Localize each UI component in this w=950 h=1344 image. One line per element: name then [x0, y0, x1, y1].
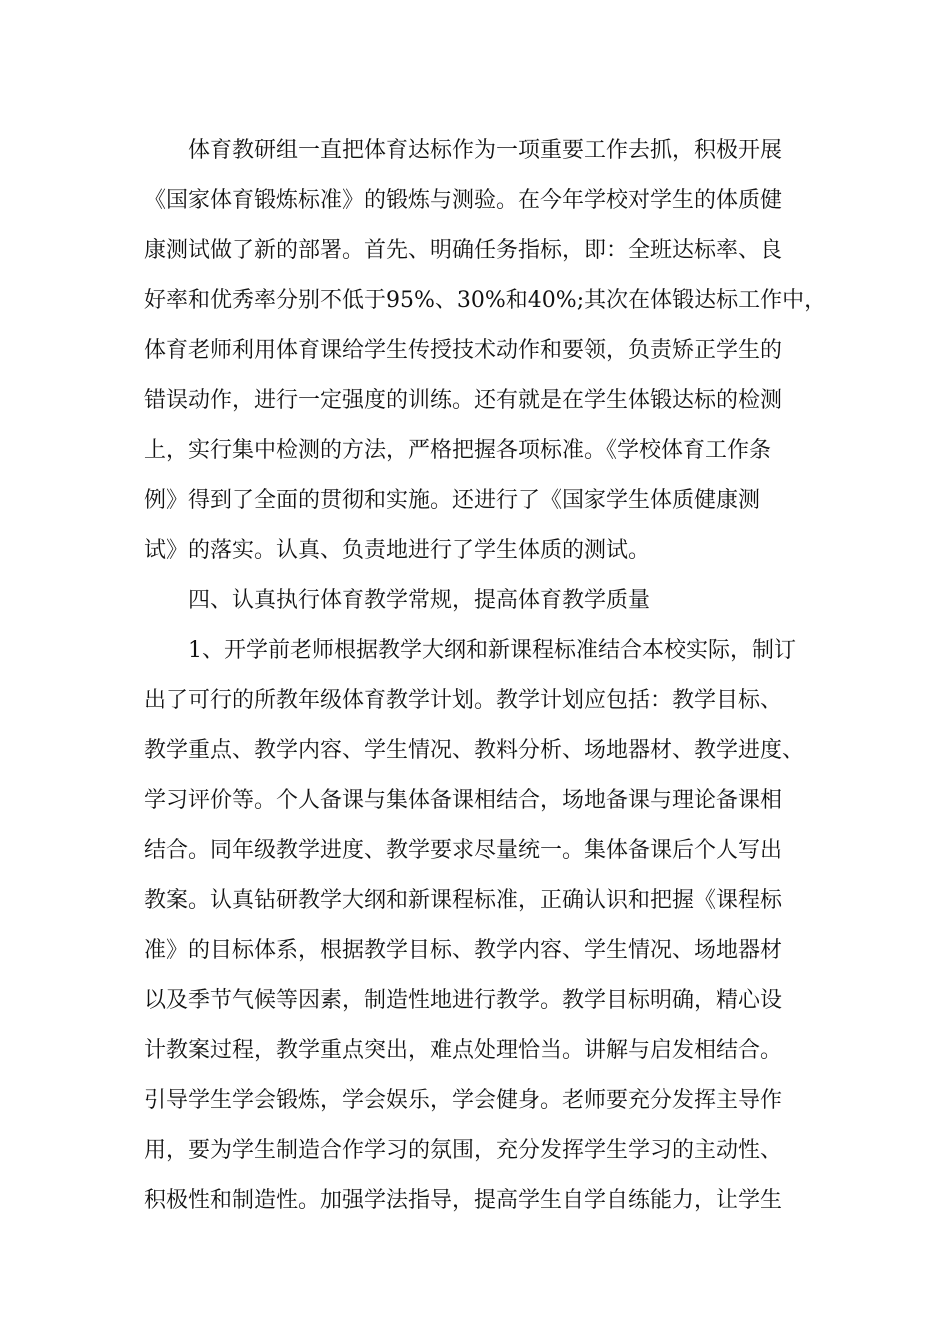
- text-line: 出了可行的所教年级体育教学计划。教学计划应包括：教学目标、: [144, 688, 783, 713]
- text-line: 错误动作，进行一定强度的训练。还有就是在学生体锻达标的检测: [144, 388, 783, 413]
- text-line: 教案。认真钻研教学大纲和新课程标准，正确认识和把握《课程标: [144, 888, 783, 913]
- text-line: 教学重点、教学内容、学生情况、教料分析、场地器材、教学进度、: [144, 738, 805, 763]
- paragraph-fitness-testing: [144, 126, 827, 576]
- text-line: 计教案过程，教学重点突出，难点处理恰当。讲解与启发相结合。: [144, 1038, 783, 1063]
- text-line: 好率和优秀率分别不低于95%、30%和40%;其次在体锻达标工作中，: [144, 288, 827, 313]
- text-line: 1、开学前老师根据教学大纲和新课程标准结合本校实际，制订: [188, 638, 796, 663]
- document-body: [144, 126, 827, 1226]
- text-line: 例》得到了全面的贯彻和实施。还进行了《国家学生体质健康测: [144, 488, 761, 513]
- text-line: 学习评价等。个人备课与集体备课相结合，场地备课与理论备课相: [144, 788, 783, 813]
- text-line: 准》的目标体系，根据教学目标、教学内容、学生情况、场地器材: [144, 938, 783, 963]
- section-heading: [144, 576, 824, 626]
- text-line: 上，实行集中检测的方法，严格把握各项标准。《学校体育工作条: [144, 438, 772, 463]
- heading-line: 四、认真执行体育教学常规，提高体育教学质量: [188, 588, 651, 613]
- text-line: 积极性和制造性。加强学法指导，提高学生自学自练能力，让学生: [144, 1188, 783, 1213]
- text-line: 《国家体育锻炼标准》的锻炼与测验。在今年学校对学生的体质健: [144, 188, 783, 213]
- text-line: 用，要为学生制造合作学习的氛围，充分发挥学生学习的主动性、: [144, 1138, 783, 1163]
- text-line: 试》的落实。认真、负责地进行了学生体质的测试。: [144, 538, 651, 563]
- paragraph-teaching-plan: [144, 626, 824, 1226]
- text-line: 康测试做了新的部署。首先、明确任务指标，即：全班达标率、良: [144, 238, 783, 263]
- text-line: 以及季节气候等因素，制造性地进行教学。教学目标明确，精心设: [144, 988, 783, 1013]
- text-line: 体育老师利用体育课给学生传授技术动作和要领，负责矫正学生的: [144, 338, 783, 363]
- text-line: 引导学生学会锻炼，学会娱乐，学会健身。老师要充分发挥主导作: [144, 1088, 783, 1113]
- text-line: 结合。同年级教学进度、教学要求尽量统一。集体备课后个人写出: [144, 838, 783, 863]
- text-line: 体育教研组一直把体育达标作为一项重要工作去抓，积极开展: [188, 138, 783, 163]
